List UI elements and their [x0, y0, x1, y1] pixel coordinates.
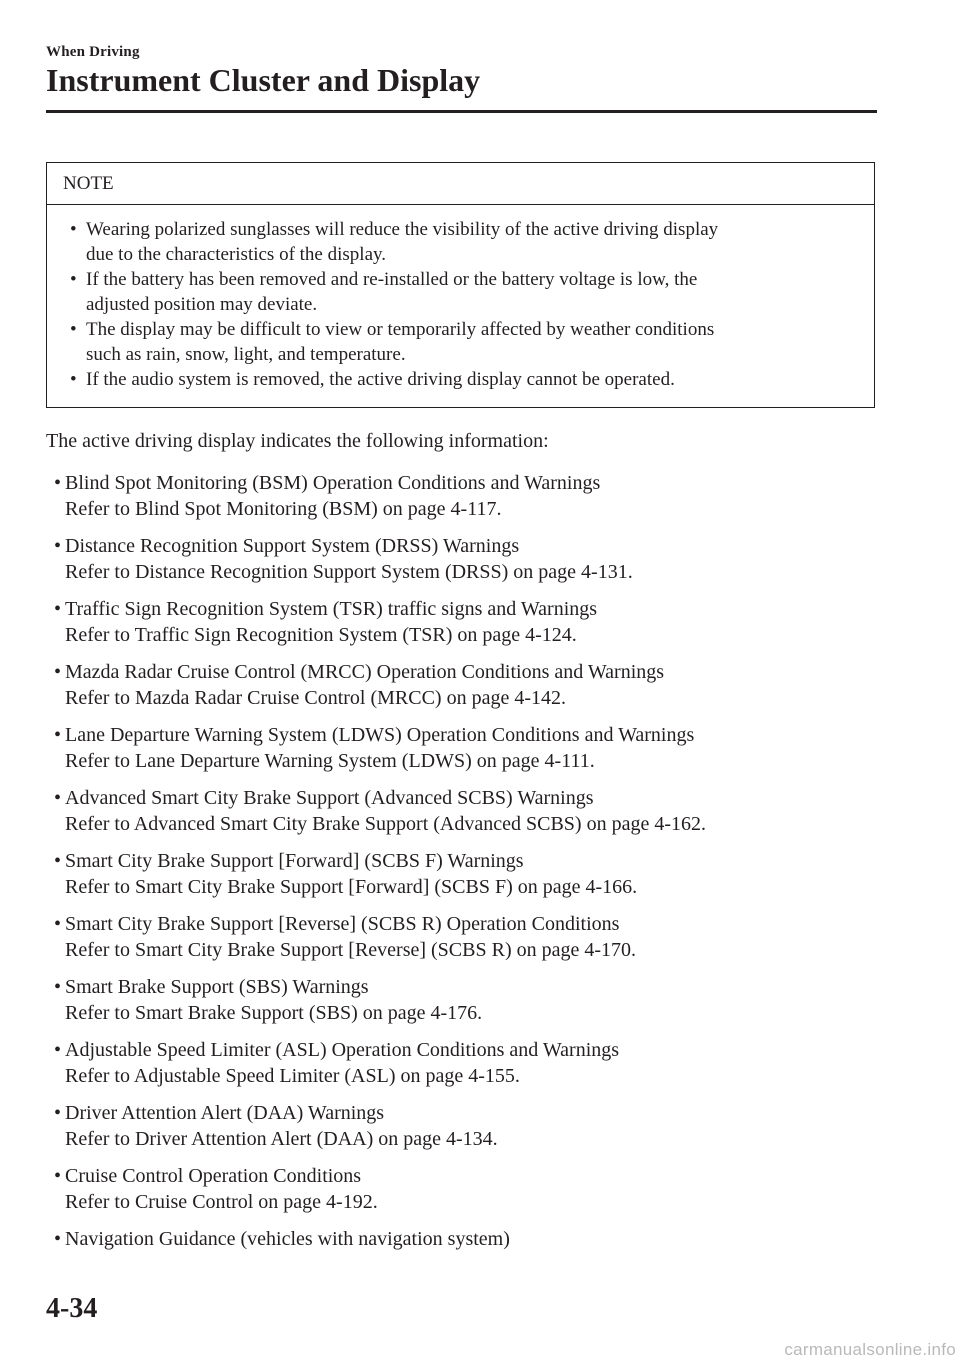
item-title: Smart City Brake Support [Forward] (SCBS F) Warnings: [65, 850, 524, 872]
item-title: Cruise Control Operation Conditions: [65, 1165, 362, 1187]
item-title: Mazda Radar Cruise Control (MRCC) Operation Conditions and Warnings: [65, 661, 665, 683]
item-title: Distance Recognition Support System (DRSS) Warnings: [65, 535, 520, 557]
item-reference: Refer to Lane Departure Warning System (LDWS) on page 4-111.: [65, 750, 595, 772]
section-label: When Driving: [46, 44, 140, 60]
item-reference: Refer to Driver Attention Alert (DAA) on page 4-134.: [65, 1128, 498, 1150]
title-rule: [46, 110, 877, 113]
bullet-icon: •: [70, 219, 77, 240]
bullet-icon: •: [54, 787, 62, 809]
bullet-icon: •: [54, 724, 62, 746]
item-reference: Refer to Smart City Brake Support [Forward] (SCBS F) on page 4-166.: [65, 876, 638, 898]
list-item: [46, 533, 876, 596]
list-item: [46, 1100, 876, 1163]
note-heading: NOTE: [47, 163, 874, 205]
bullet-icon: •: [54, 850, 62, 872]
item-title: Adjustable Speed Limiter (ASL) Operation Conditions and Warnings: [65, 1039, 620, 1061]
item-title: Navigation Guidance (vehicles with navigation system): [65, 1228, 510, 1250]
info-list: [46, 470, 876, 1289]
note-text: adjusted position may deviate.: [86, 294, 318, 315]
list-item: [46, 974, 876, 1037]
note-text: due to the characteristics of the display.: [86, 244, 387, 265]
bullet-icon: •: [54, 661, 62, 683]
bullet-icon: •: [54, 913, 62, 935]
item-title: Driver Attention Alert (DAA) Warnings: [65, 1102, 385, 1124]
note-item: [67, 317, 854, 367]
item-title: Traffic Sign Recognition System (TSR) traffic signs and Warnings: [65, 598, 598, 620]
note-item: [67, 217, 854, 267]
list-item: [46, 659, 876, 722]
note-text: If the audio system is removed, the active driving display cannot be operated.: [86, 369, 675, 390]
item-reference: Refer to Smart Brake Support (SBS) on page 4-176.: [65, 1002, 483, 1024]
bullet-icon: •: [70, 369, 77, 390]
watermark: carmanualsonline.info: [784, 1340, 956, 1359]
note-list: [47, 205, 874, 392]
bullet-icon: •: [54, 1228, 62, 1250]
item-title: Smart City Brake Support [Reverse] (SCBS R) Operation Conditions: [65, 913, 620, 935]
item-reference: Refer to Adjustable Speed Limiter (ASL) on page 4-155.: [65, 1065, 520, 1087]
list-item: [46, 911, 876, 974]
note-box: [46, 162, 875, 408]
item-reference: Refer to Distance Recognition Support System (DRSS) on page 4-131.: [65, 561, 633, 583]
item-reference: Refer to Mazda Radar Cruise Control (MRCC) on page 4-142.: [65, 687, 567, 709]
item-title: Lane Departure Warning System (LDWS) Operation Conditions and Warnings: [65, 724, 695, 746]
list-item: [46, 1037, 876, 1100]
bullet-icon: •: [54, 1165, 62, 1187]
bullet-icon: •: [54, 472, 62, 494]
list-item: [46, 848, 876, 911]
note-text: If the battery has been removed and re-installed or the battery voltage is low, the: [86, 269, 698, 290]
bullet-icon: •: [70, 319, 77, 340]
page-number: 4-34: [46, 1293, 98, 1324]
list-item: [46, 596, 876, 659]
page-title: Instrument Cluster and Display: [46, 62, 481, 98]
item-reference: Refer to Advanced Smart City Brake Support (Advanced SCBS) on page 4-162.: [65, 813, 706, 835]
item-reference: Refer to Cruise Control on page 4-192.: [65, 1191, 378, 1213]
bullet-icon: •: [54, 1102, 62, 1124]
list-item: [46, 1226, 876, 1289]
note-text: Wearing polarized sunglasses will reduce the visibility of the active driving display: [86, 219, 719, 240]
note-item: [67, 367, 854, 392]
intro-paragraph: The active driving display indicates the following information:: [46, 430, 549, 452]
item-reference: Refer to Smart City Brake Support [Reverse] (SCBS R) on page 4-170.: [65, 939, 637, 961]
bullet-icon: •: [54, 598, 62, 620]
note-text: The display may be difficult to view or temporarily affected by weather conditions: [86, 319, 715, 340]
bullet-icon: •: [70, 269, 77, 290]
bullet-icon: •: [54, 1039, 62, 1061]
note-text: such as rain, snow, light, and temperature.: [86, 344, 406, 365]
bullet-icon: •: [54, 976, 62, 998]
list-item: [46, 722, 876, 785]
item-reference: Refer to Traffic Sign Recognition System (TSR) on page 4-124.: [65, 624, 577, 646]
bullet-icon: •: [54, 535, 62, 557]
item-title: Advanced Smart City Brake Support (Advanced SCBS) Warnings: [65, 787, 594, 809]
list-item: [46, 785, 876, 848]
list-item: [46, 1163, 876, 1226]
item-title: Smart Brake Support (SBS) Warnings: [65, 976, 369, 998]
item-reference: Refer to Blind Spot Monitoring (BSM) on page 4-117.: [65, 498, 502, 520]
item-title: Blind Spot Monitoring (BSM) Operation Conditions and Warnings: [65, 472, 601, 494]
note-item: [67, 267, 854, 317]
list-item: [46, 470, 876, 533]
